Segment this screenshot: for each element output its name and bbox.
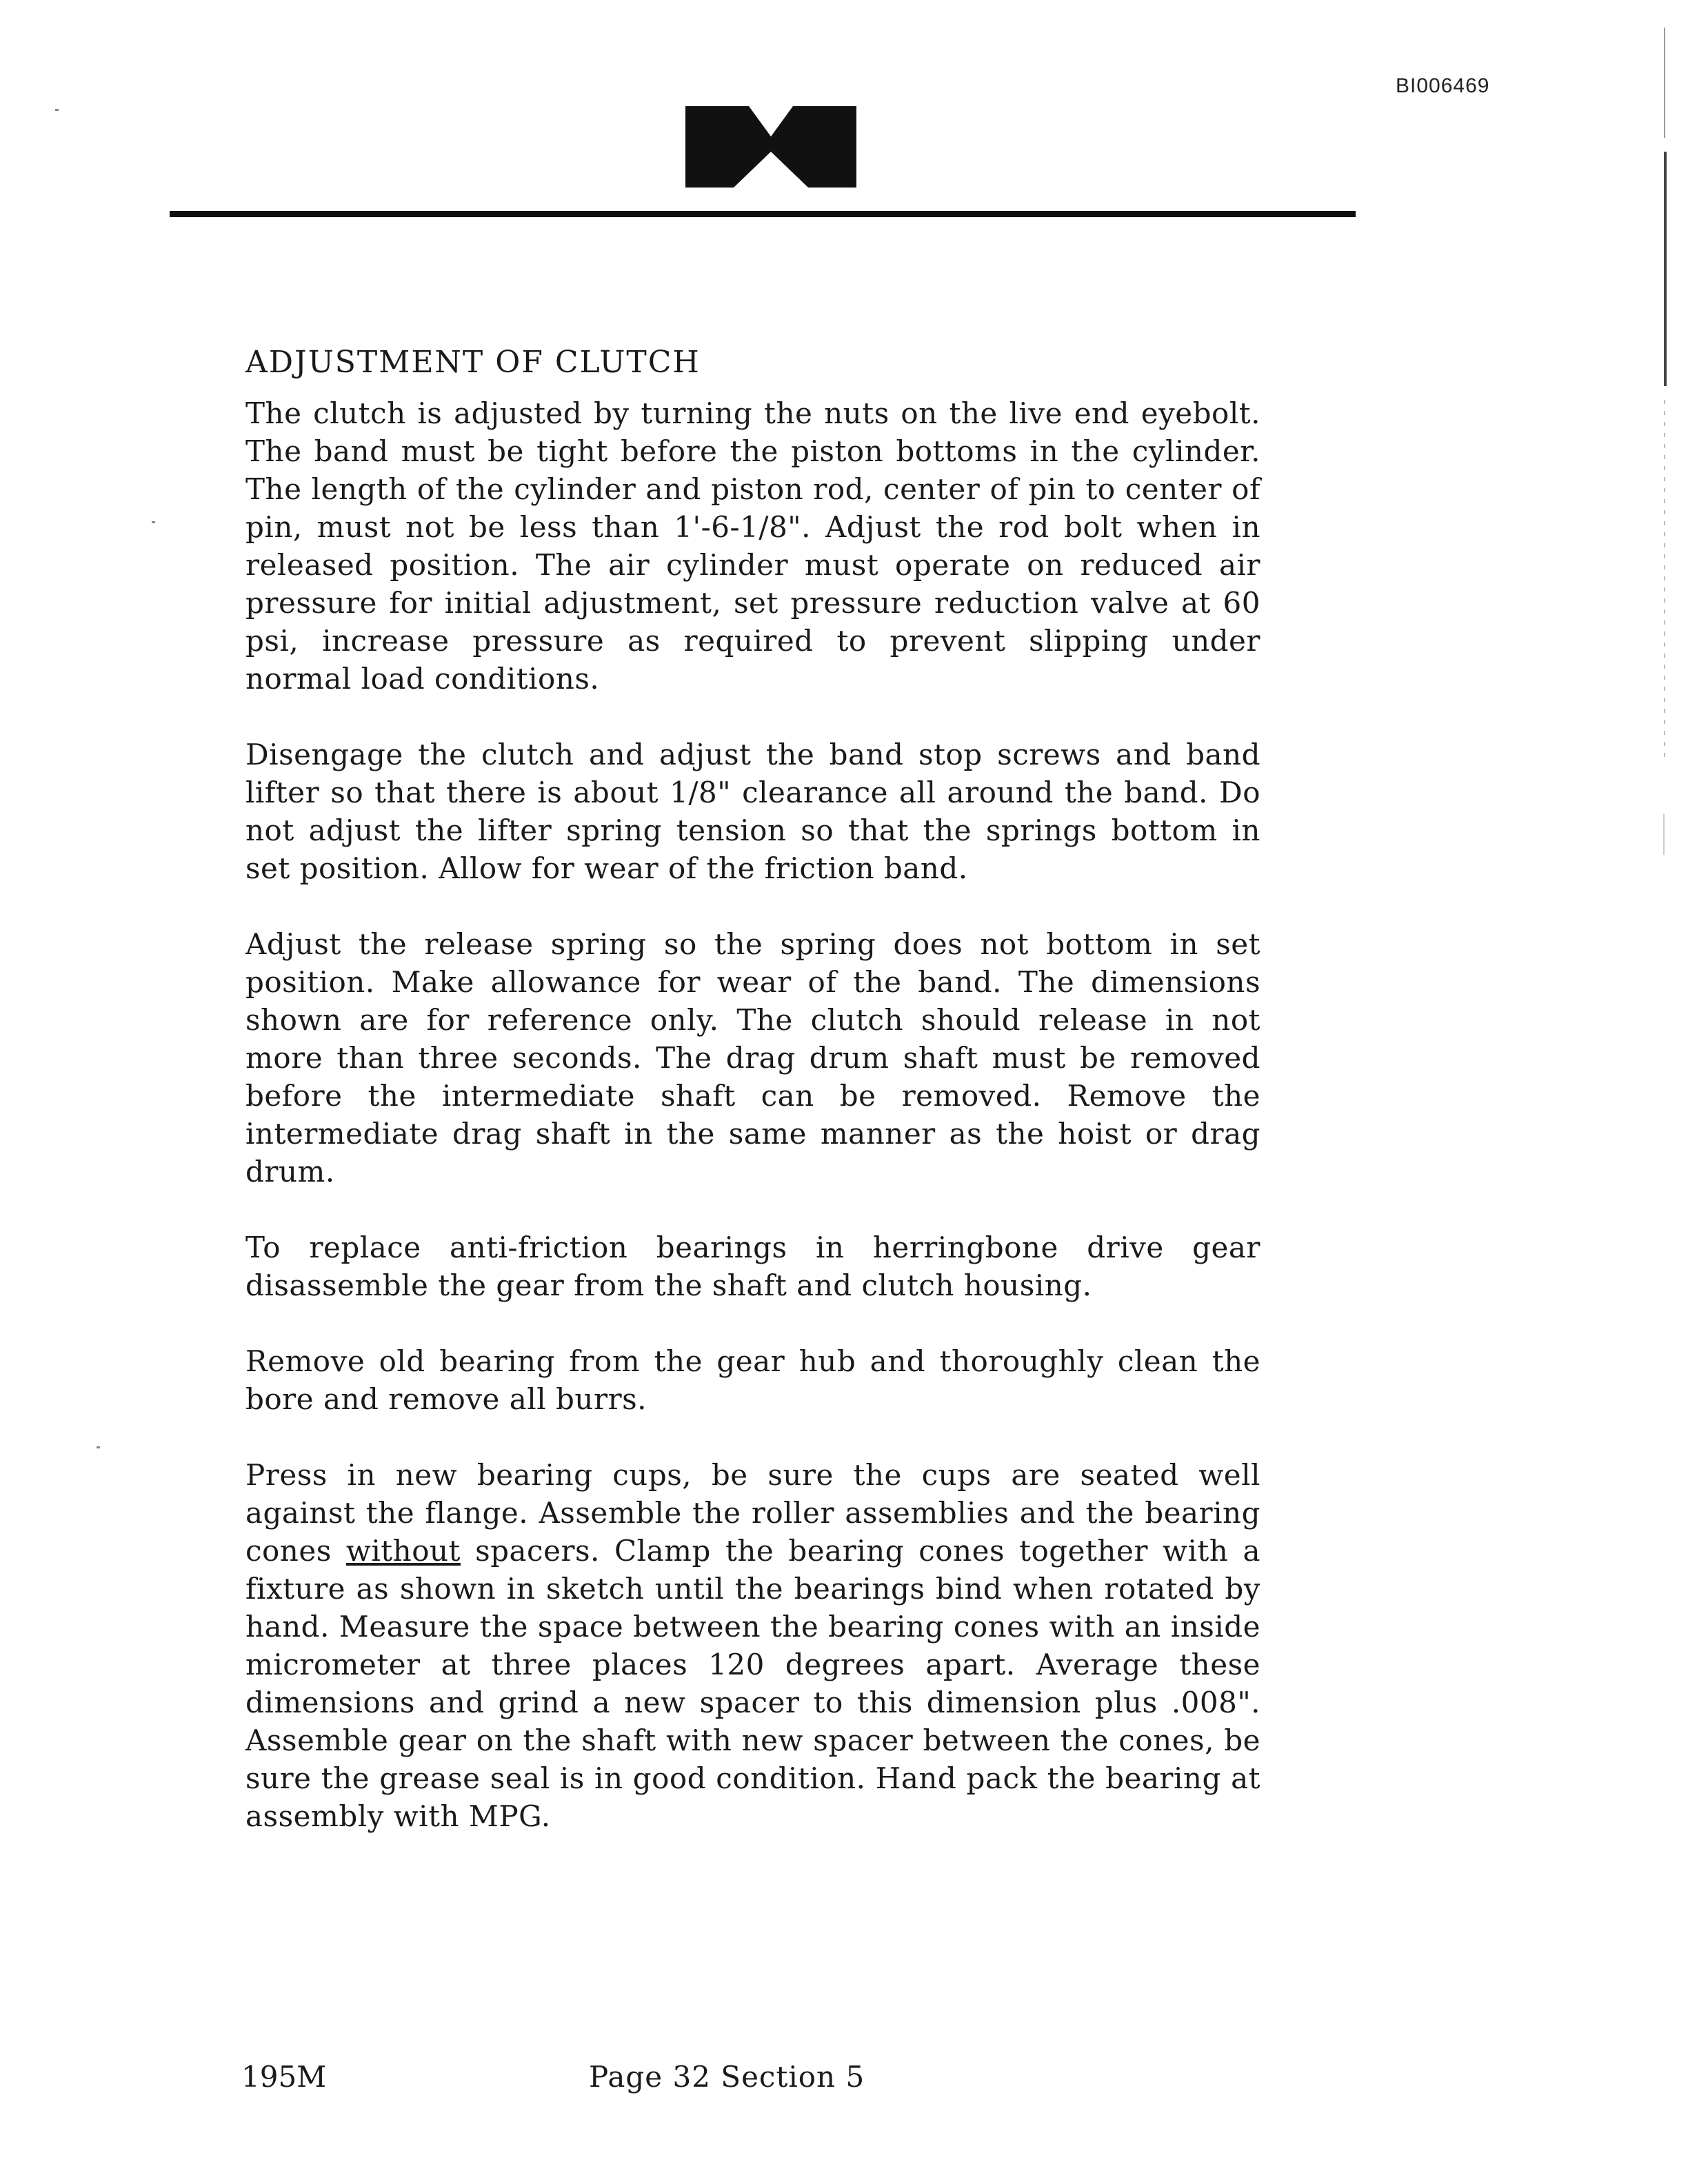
paragraph-band-stop: Disengage the clutch and adjust the band stop screws and band lifter so that there is about 1/8" clearance all around the band. Do not adjust the lifter spring tension so that the springs bottom in set position. Allow for wear of the friction band. [245, 738, 1260, 885]
document-id: BI006469 [1396, 74, 1490, 97]
paragraph-press-bearing-cups [245, 1456, 1260, 1835]
paragraph-text-before: Press in new bearing cups, be sure the cups are seated well against the flange. Assemble the roller assemblies and the bearing cones [245, 1458, 1260, 1568]
paragraph-release-spring: Adjust the release spring so the spring does not bottom in set position. Make allowance for wear of the band. The dimensions shown are for reference only. The clutch should release in not more than three seconds. The drag drum shaft must be removed before the intermediate shaft can be removed. Remove the intermediate drag shaft in the same manner as the hoist or drag drum. [245, 927, 1260, 1189]
paragraph-replace-bearings: To replace anti-friction bearings in herringbone drive gear disassemble the gear from the shaft and clutch housing. [245, 1231, 1260, 1302]
stray-mark [55, 109, 59, 111]
stray-mark [97, 1446, 100, 1448]
stray-mark [152, 521, 155, 523]
footer-model: 195M [241, 2060, 327, 2094]
section-heading: ADJUSTMENT OF CLUTCH [245, 345, 701, 380]
page-footer [241, 2060, 1207, 2101]
manufacturer-logo-icon [685, 103, 856, 189]
paragraph-text-after: spacers. Clamp the bearing cones together with a fixture as shown in sketch until the bearings bind when rotated by hand. Measure the space between the bearing cones with an inside micrometer at three places 120 degrees apart. Average these dimensions and grind a new spacer to this dimension plus .008". Assemble gear on the shaft with new spacer between the cones, be sure the grease seal is in good condition. Hand pack the bearing at assembly with MPG. [245, 1534, 1261, 1833]
header-rule [170, 211, 1356, 217]
main-content [245, 342, 1260, 1873]
paragraph-clutch-adjustment: The clutch is adjusted by turning the nuts on the live end eyebolt. The band must be tight before the piston bottoms in the cylinder. The length of the cylinder and piston rod, center of pin to center of pin, must not be less than 1'-6-1/8". Adjust the rod bolt when in released position. The air cylinder must operate on reduced air pressure for initial adjustment, set pressure reduction valve at 60 psi, increase pressure as required to prevent slipping under normal load conditions. [245, 396, 1260, 696]
scan-edge-marks [1662, 28, 1670, 855]
paragraph-remove-bearing: Remove old bearing from the gear hub and thoroughly clean the bore and remove all burrs. [245, 1344, 1260, 1416]
emphasized-word: without [345, 1534, 461, 1568]
footer-page-section: Page 32 Section 5 [589, 2060, 865, 2094]
